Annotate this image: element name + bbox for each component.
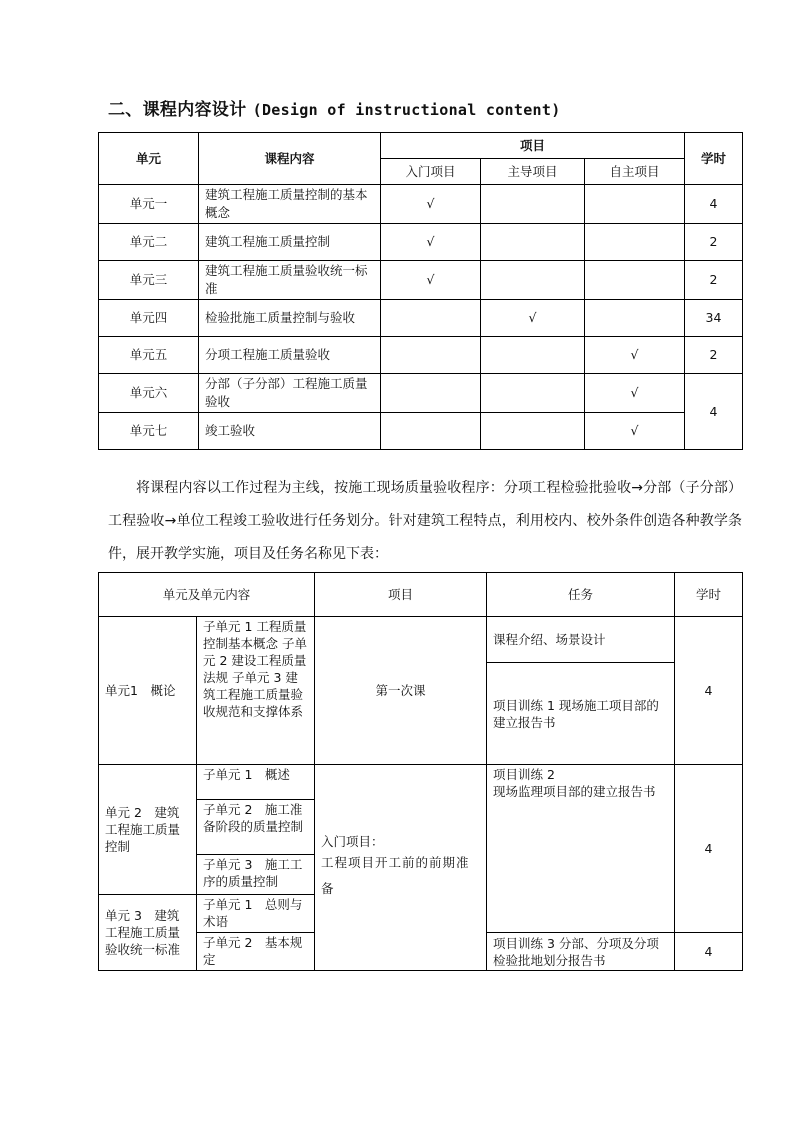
entry-cell: √ xyxy=(381,261,481,300)
content-cell: 建筑工程施工质量验收统一标准 xyxy=(199,261,381,300)
unit3-sub2: 子单元 2 基本规定 xyxy=(197,933,315,971)
main-cell xyxy=(481,261,585,300)
header-hours: 学时 xyxy=(685,133,743,185)
course-content-table xyxy=(98,132,743,450)
unit2-name: 单元 2 建筑工程施工质量控制 xyxy=(99,765,197,895)
header-project: 项目 xyxy=(315,573,487,617)
table-row xyxy=(99,261,743,300)
main-cell: √ xyxy=(481,300,585,337)
self-cell xyxy=(585,185,685,224)
self-cell xyxy=(585,261,685,300)
section-heading xyxy=(108,95,561,120)
header-unit: 单元 xyxy=(99,133,199,185)
table-row xyxy=(99,224,743,261)
unit1-subunits: 子单元 1 工程质量控制基本概念 子单元 2 建设工程质量法规 子单元 3 建筑工程施工质量验收规范和支撑体系 xyxy=(197,617,315,765)
table-row xyxy=(99,185,743,224)
unit2-sub3: 子单元 3 施工工序的质量控制 xyxy=(197,855,315,895)
table-row xyxy=(99,765,743,800)
self-cell: √ xyxy=(585,413,685,450)
unit-cell: 单元二 xyxy=(99,224,199,261)
table-row xyxy=(99,300,743,337)
unit2-task-line2: 现场监理项目部的建立报告书 xyxy=(493,784,656,799)
unit-cell: 单元四 xyxy=(99,300,199,337)
unit2-project xyxy=(315,765,487,971)
unit2-sub1: 子单元 1 概述 xyxy=(197,765,315,800)
hours-cell: 2 xyxy=(685,337,743,374)
main-cell xyxy=(481,337,585,374)
self-cell xyxy=(585,300,685,337)
self-cell: √ xyxy=(585,374,685,413)
unit-cell: 单元五 xyxy=(99,337,199,374)
unit1-project: 第一次课 xyxy=(315,617,487,765)
unit-cell: 单元三 xyxy=(99,261,199,300)
header-content: 课程内容 xyxy=(199,133,381,185)
hours-cell: 34 xyxy=(685,300,743,337)
header-project: 项目 xyxy=(381,133,685,159)
main-cell xyxy=(481,374,585,413)
unit1-task1: 课程介绍、场景设计 xyxy=(487,617,675,663)
unit2-task-line1: 项目训练 2 xyxy=(493,767,555,782)
header-self: 自主项目 xyxy=(585,159,685,185)
table-row xyxy=(99,374,743,413)
unit3-sub1: 子单元 1 总则与术语 xyxy=(197,895,315,933)
content-cell: 建筑工程施工质量控制 xyxy=(199,224,381,261)
table-row xyxy=(99,617,743,663)
main-cell xyxy=(481,413,585,450)
unit2-project-label: 入门项目： xyxy=(321,834,384,849)
header-hours: 学时 xyxy=(675,573,743,617)
unit-cell: 单元七 xyxy=(99,413,199,450)
unit-cell: 单元六 xyxy=(99,374,199,413)
unit1-hours: 4 xyxy=(675,617,743,765)
unit2-task xyxy=(487,765,675,933)
entry-cell: √ xyxy=(381,185,481,224)
unit2-hours: 4 xyxy=(675,765,743,933)
entry-cell xyxy=(381,374,481,413)
unit3-hours: 4 xyxy=(675,933,743,971)
unit-cell: 单元一 xyxy=(99,185,199,224)
section-heading-zh: 二、课程内容设计 xyxy=(108,100,247,120)
section-heading-en: (Design of instructional content) xyxy=(252,101,561,119)
content-cell: 建筑工程施工质量控制的基本概念 xyxy=(199,185,381,224)
content-cell: 分部（子分部）工程施工质量验收 xyxy=(199,374,381,413)
unit2-sub2: 子单元 2 施工准备阶段的质量控制 xyxy=(197,800,315,855)
content-cell: 竣工验收 xyxy=(199,413,381,450)
hours-cell: 2 xyxy=(685,261,743,300)
main-cell xyxy=(481,224,585,261)
header-main: 主导项目 xyxy=(481,159,585,185)
self-cell: √ xyxy=(585,337,685,374)
unit1-task2: 项目训练 1 现场施工项目部的建立报告书 xyxy=(487,663,675,765)
entry-cell xyxy=(381,300,481,337)
hours-cell: 2 xyxy=(685,224,743,261)
self-cell xyxy=(585,224,685,261)
unit3-name: 单元 3 建筑工程施工质量验收统一标准 xyxy=(99,895,197,971)
entry-cell xyxy=(381,413,481,450)
table-row xyxy=(99,337,743,374)
unit3-task: 项目训练 3 分部、分项及分项检验批地划分报告书 xyxy=(487,933,675,971)
hours-cell: 4 xyxy=(685,185,743,224)
main-cell xyxy=(481,185,585,224)
content-cell: 检验批施工质量控制与验收 xyxy=(199,300,381,337)
table-row xyxy=(99,413,743,450)
unit2-project-name: 工程项目开工前的前期准备 xyxy=(321,855,470,896)
body-paragraph: 将课程内容以工作过程为主线，按施工现场质量验收程序：分项工程检验批验收→分部（子分部）工程验收→单位工程竣工验收进行任务划分。针对建筑工程特点，利用校内、校外条件创造各种教学条件，展开教学实施，项目及任务名称见下表： xyxy=(108,480,742,562)
hours-cell: 4 xyxy=(685,374,743,450)
header-entry: 入门项目 xyxy=(381,159,481,185)
header-unit-content: 单元及单元内容 xyxy=(99,573,315,617)
entry-cell: √ xyxy=(381,224,481,261)
content-cell: 分项工程施工质量验收 xyxy=(199,337,381,374)
unit1-name: 单元1 概论 xyxy=(99,617,197,765)
entry-cell xyxy=(381,337,481,374)
header-task: 任务 xyxy=(487,573,675,617)
project-task-table xyxy=(98,572,743,971)
